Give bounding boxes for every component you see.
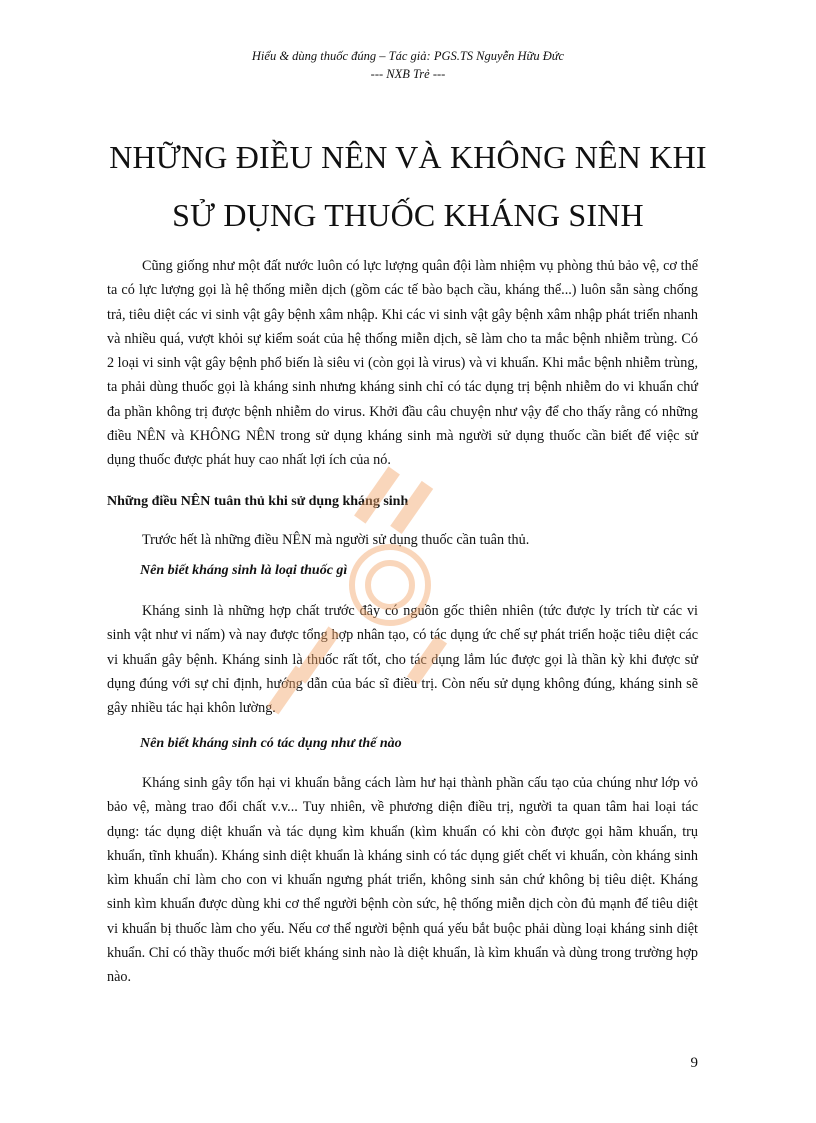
section-intro-paragraph: Trước hết là những điều NÊN mà người sử dụng thuốc cần tuân thủ. xyxy=(142,532,530,548)
intro-paragraph: Cũng giống như một đất nước luôn có lực lượng quân đội làm nhiệm vụ phòng thủ bảo vệ, cơ thể ta có lực lượng gọi là hệ thống miễn dịch (gồm các tế bào bạch cầu, kháng thể...) luôn sẵn sàng chống trả, tiêu diệt các vi sinh vật gây bệnh xâm nhập. Khi các vi sinh vật gây bệnh xâm nhập phát triển nhanh và nhiều quá, vượt khỏi sự kiểm soát của hệ thống miễn dịch, sẽ làm cho ta mắc bệnh nhiễm trùng. Có 2 loại vi sinh vật gây bệnh phổ biến là siêu vi (còn gọi là virus) và vi khuẩn. Khi mắc bệnh nhiễm trùng, ta phải dùng thuốc gọi là kháng sinh nhưng kháng sinh chỉ có tác dụng trị bệnh nhiễm do vi khuẩn chứ đa phần không trị được bệnh nhiễm do virus. Khởi đầu câu chuyện như vậy để cho thấy rằng có những điều NÊN và KHÔNG NÊN trong sử dụng kháng sinh mà người sử dụng thuốc cần biết để việc sử dụng thuốc được phát huy cao nhất lợi ích của nó. xyxy=(107,258,698,469)
title-line-1: NHỮNG ĐIỀU NÊN VÀ KHÔNG NÊN KHI xyxy=(109,139,707,175)
how-works-paragraph: Kháng sinh gây tổn hại vi khuẩn bằng cách làm hư hại thành phần cấu tạo của chúng như lớp vỏ bảo vệ, màng trao đổi chất v.v... Tuy nhiên, về phương diện điều trị, người ta quan tâm hai loại tác dụng: tác dụng diệt khuẩn và tác dụng kìm khuẩn (kìm khuẩn có khi còn được gọi hãm khuẩn, trụ khuẩn, tĩnh khuẩn). Kháng sinh diệt khuẩn là kháng sinh có tác dụng giết chết vi khuẩn, còn kháng sinh kìm khuẩn chỉ làm cho con vi khuẩn ngưng phát triển, không sinh sản chứ không bị tiêu diệt. Kháng sinh kìm khuẩn được dùng khi cơ thể người bệnh còn sức, hệ thống miễn dịch còn đủ mạnh để tiêu diệt vi khuẩn bị thuốc làm cho yếu. Nếu cơ thể người bệnh quá yếu bắt buộc phải dùng loại kháng sinh diệt khuẩn. Chỉ có thầy thuốc mới biết kháng sinh nào là diệt khuẩn, là kìm khuẩn và dùng trong trường hợp nào. xyxy=(107,775,698,986)
header-line-author: Hiểu & dùng thuốc đúng – Tác giả: PGS.TS Nguyễn Hữu Đức xyxy=(251,49,565,63)
header-line-publisher: --- NXB Trẻ --- xyxy=(370,67,446,81)
page-title xyxy=(0,128,816,244)
subheading-what-is: Nên biết kháng sinh là loại thuốc gì xyxy=(140,563,348,578)
title-line-2: SỬ DỤNG THUỐC KHÁNG SINH xyxy=(172,197,644,233)
what-is-paragraph: Kháng sinh là những hợp chất trước đây có nguồn gốc thiên nhiên (tức được ly trích từ các vi sinh vật như vi nấm) và nay được tổng hợp nhân tạo, có tác dụng ức chế sự phát triển hoặc tiêu diệt các vi khuẩn gây bệnh. Kháng sinh là thuốc rất tốt, cho tác dụng lắm lúc được gọi là thần kỳ khi được sử dụng đúng với sự chỉ định, hướng dẫn của bác sĩ điều trị. Còn nếu sử dụng không đúng, kháng sinh sẽ gây nhiều tác hại khôn lường. xyxy=(107,603,698,717)
running-header xyxy=(0,47,816,83)
subheading-how-works: Nên biết kháng sinh có tác dụng như thế nào xyxy=(140,736,402,751)
page-number: 9 xyxy=(690,1055,698,1071)
section-heading: Những điều NÊN tuân thủ khi sử dụng kháng sinh xyxy=(107,494,409,509)
